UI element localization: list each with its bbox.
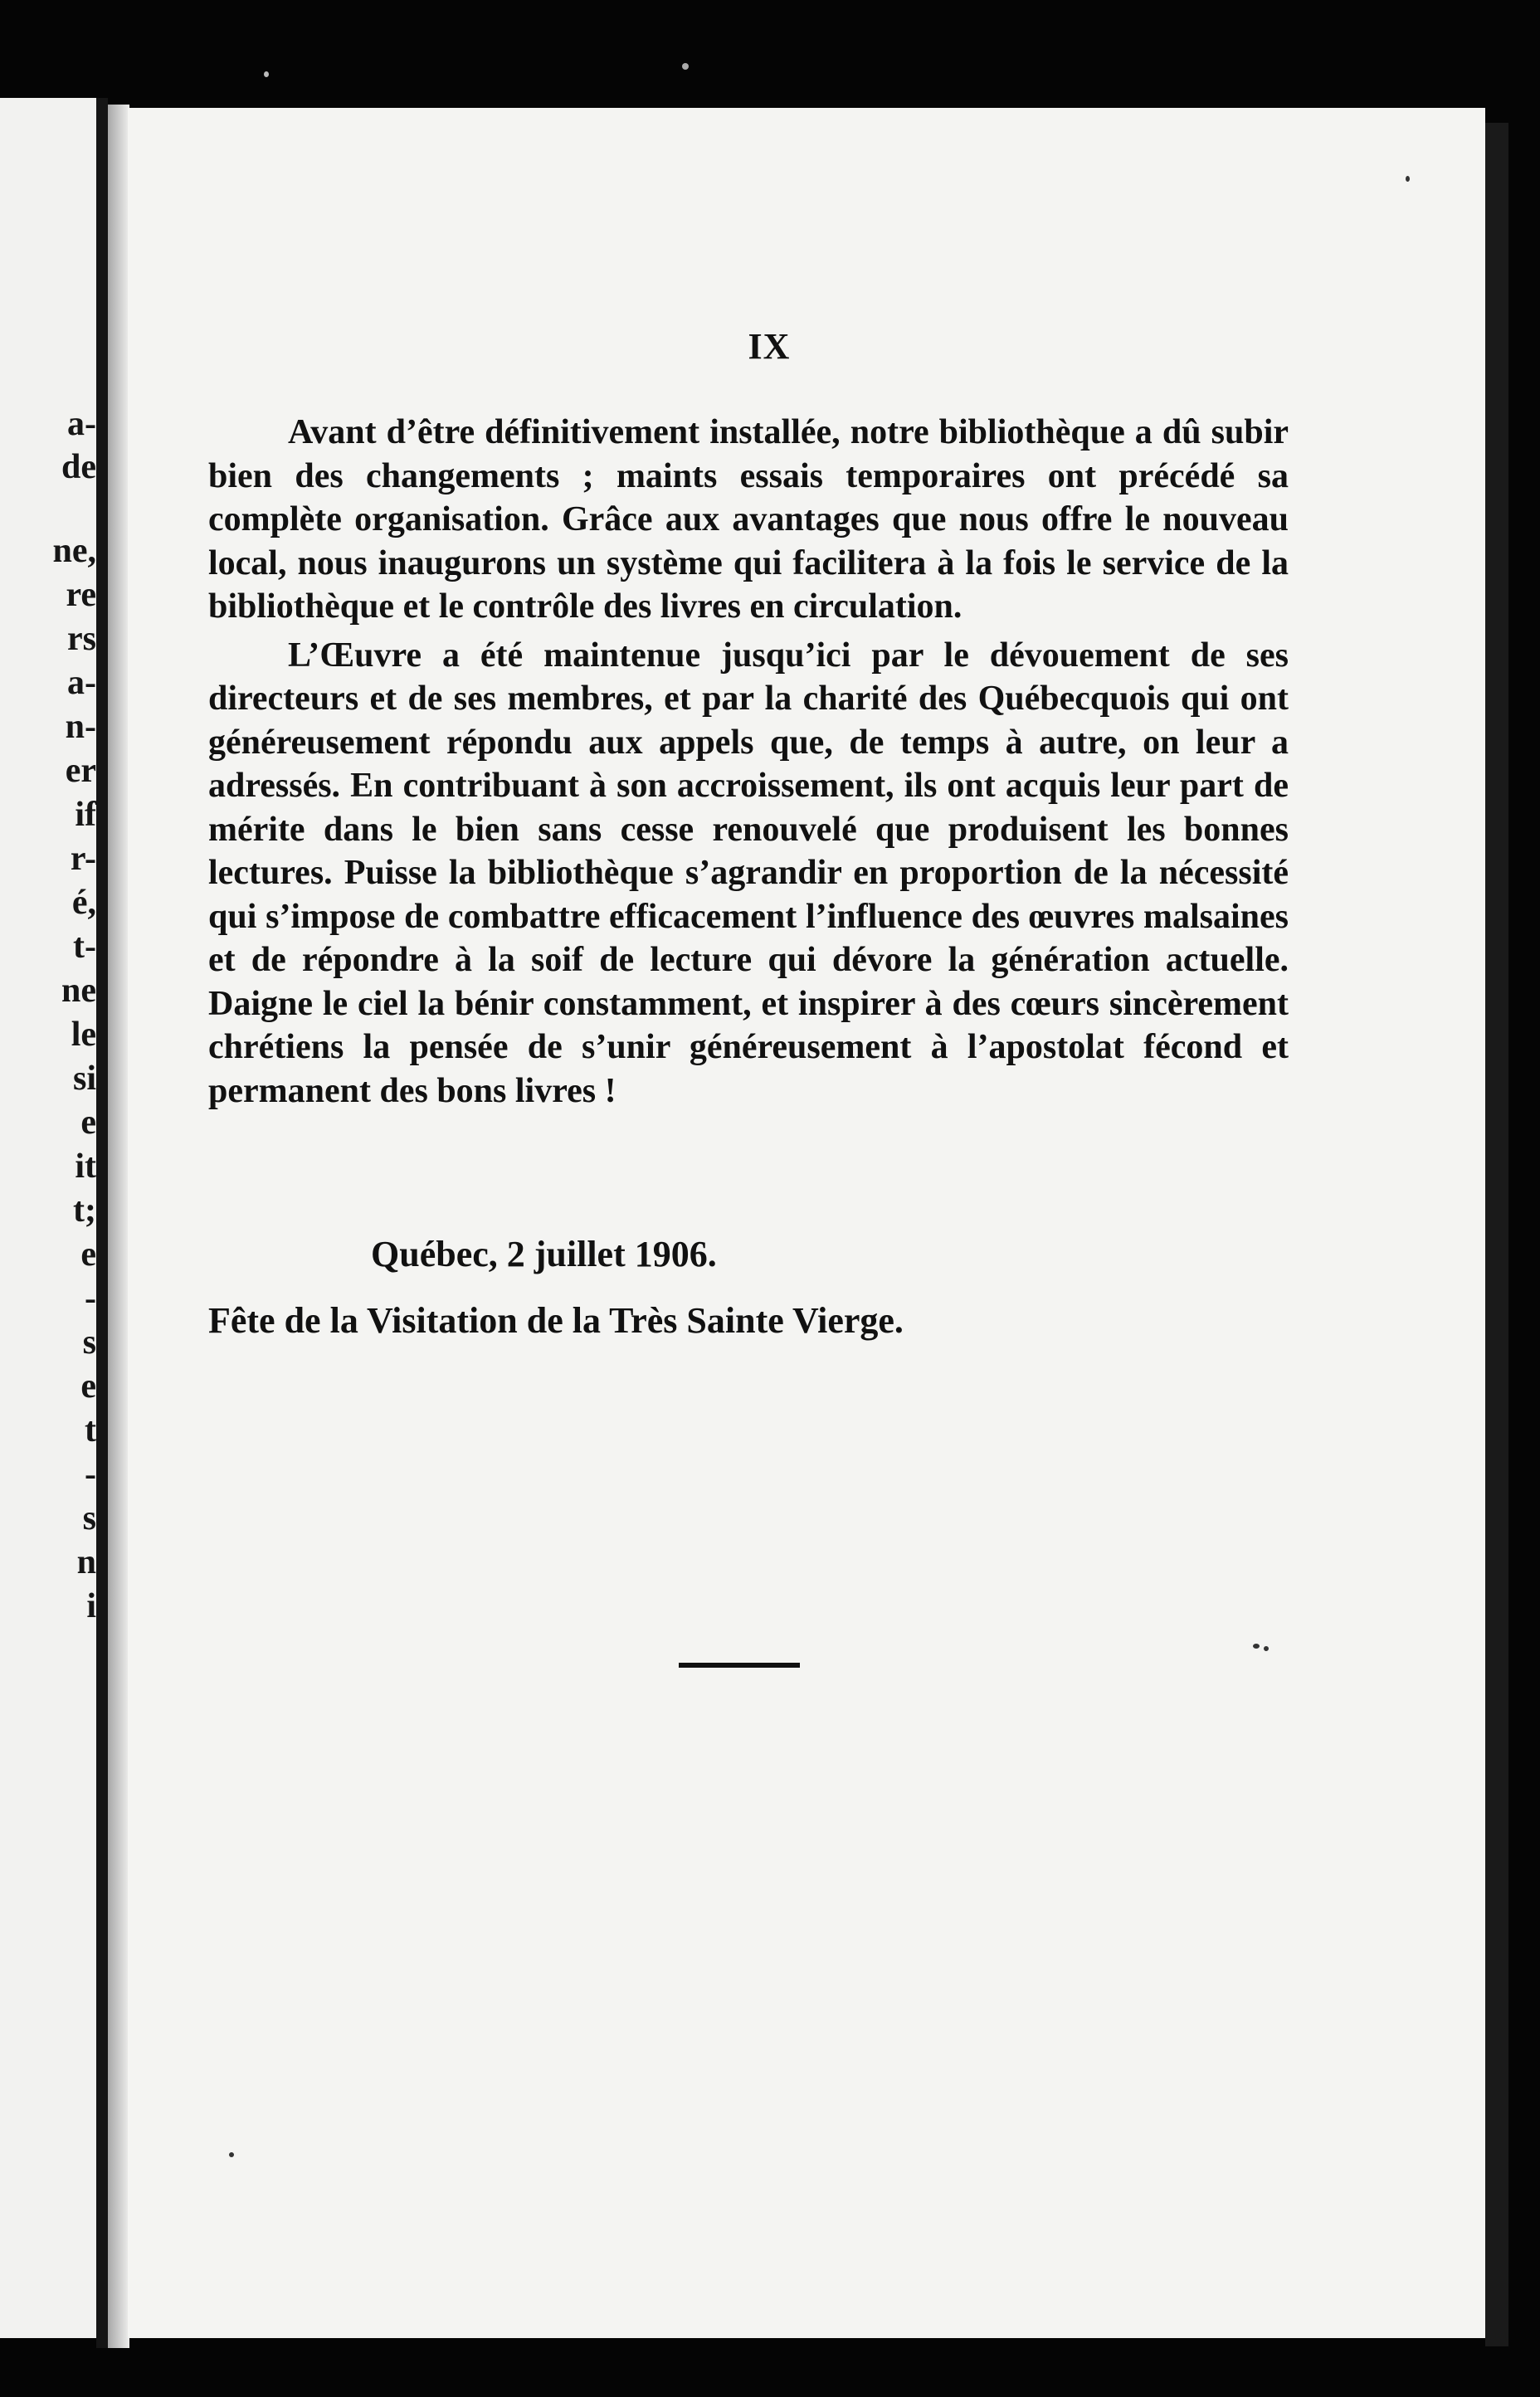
facing-page-fragment: de: [61, 448, 96, 486]
scan-speck: [264, 71, 269, 77]
facing-page-fragment: e: [80, 1367, 96, 1406]
place-date-line: Québec, 2 juillet 1906.: [371, 1234, 717, 1274]
facing-page-fragment: a-: [67, 664, 96, 702]
page-number: IX: [748, 326, 791, 367]
facing-page-fragment: r-: [70, 840, 96, 878]
scan-speck: [1406, 176, 1410, 182]
facing-page-fragment: s: [82, 1323, 96, 1362]
facing-page-edge: [0, 98, 101, 2338]
facing-page-fragment: e: [80, 1103, 96, 1142]
facing-page-fragment: re: [66, 576, 96, 614]
scan-speck: [682, 63, 689, 70]
facing-page-fragment: é,: [71, 884, 96, 922]
scan-speck: [1253, 1644, 1260, 1649]
paragraph: L’Œuvre a été maintenue jusqu’ici par le dévouement de ses directeurs et de ses membres, et par la charité des Québecquois qui ont généreusement répondu aux appels que, de temps à autre, on leur a adressés. En contribuant à son accroissement, ils ont acquis leur part de mérite dans le bien sans cesse renouvelé que produisent les bonnes lectures. Puisse la bibliothèque s’agrandir en proportion de la nécessité qui s’impose de combattre efficacement l’influence des œuvres malsaines et de répondre à la soif de lecture qui dévore la génération actuelle. Daigne le ciel la bénir constamment, et inspirer à des cœurs sincèrement chrétiens la pensée de s’unir généreusement à l’apostolat fécond et permanent des bons livres !: [208, 636, 1289, 1110]
facing-page-fragment: er: [65, 752, 96, 790]
feast-line: Fête de la Visitation de la Très Sainte Vierge.: [208, 1300, 904, 1341]
page-edge-shadow: [1485, 123, 1508, 2346]
book-gutter: [96, 98, 108, 2348]
facing-page-fragment: a-: [67, 405, 96, 443]
facing-page-fragment: ne: [61, 972, 96, 1010]
facing-page-fragment: t;: [73, 1191, 96, 1230]
facing-page-fragment: s: [82, 1499, 96, 1537]
facing-page-fragment: t-: [73, 928, 96, 966]
scan-speck: [1264, 1646, 1269, 1651]
facing-page-fragment: i: [86, 1587, 96, 1625]
facing-page-fragment: e: [80, 1235, 96, 1274]
facing-page-fragment: -: [85, 1279, 96, 1318]
facing-page-fragment: t: [85, 1411, 96, 1449]
facing-page-fragment: ne,: [52, 532, 96, 570]
facing-page-fragment: rs: [67, 620, 96, 658]
facing-page-fragment: n: [76, 1543, 96, 1581]
closing-rule: [679, 1663, 800, 1668]
paragraph: Avant d’être définitivement installée, notre bibliothèque a dû subir bien des changements ; maints essais temporaires ont précédé sa complète organisation. Grâce aux avantages que nous offre le nouveau local, nous inaugurons un système qui facilitera à la fois le service de la bibliothèque et le contrôle des livres en circulation.: [208, 413, 1289, 626]
facing-page-fragment: le: [71, 1016, 96, 1054]
scan-speck: [229, 2152, 234, 2157]
facing-page-fragment: si: [72, 1060, 96, 1098]
facing-page-fragment: if: [75, 796, 96, 834]
facing-page-fragment: -: [85, 1455, 96, 1493]
gutter-shadow: [108, 105, 129, 2348]
facing-page-fragment: it: [75, 1147, 96, 1186]
body-text: [208, 411, 1289, 1113]
facing-page-fragment: n-: [65, 708, 96, 746]
